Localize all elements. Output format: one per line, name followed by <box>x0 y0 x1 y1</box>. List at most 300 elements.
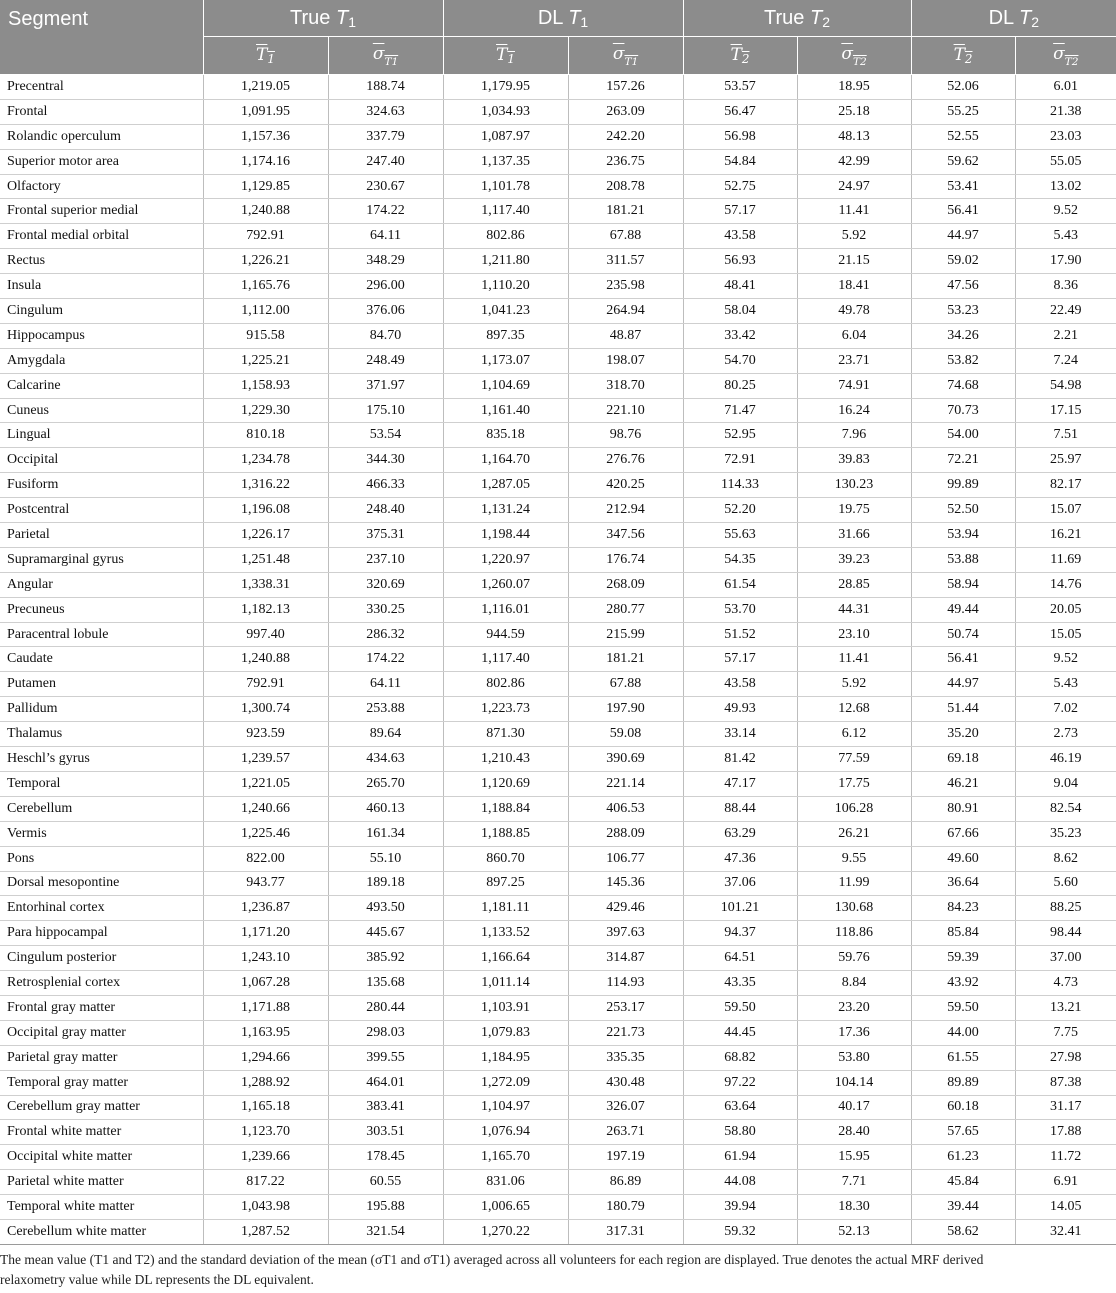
cell-dl-t2-mean: 43.92 <box>911 971 1015 996</box>
cell-dl-t2-sigma: 17.15 <box>1015 398 1116 423</box>
cell-true-t2-mean: 97.22 <box>683 1070 797 1095</box>
cell-true-t1-sigma: 303.51 <box>328 1120 443 1145</box>
cell-true-t1-sigma: 466.33 <box>328 473 443 498</box>
cell-true-t2-sigma: 77.59 <box>797 747 911 772</box>
cell-dl-t2-mean: 44.97 <box>911 672 1015 697</box>
table-row <box>0 896 1116 921</box>
cell-true-t1-mean: 1,067.28 <box>203 971 328 996</box>
cell-true-t1-mean: 1,165.18 <box>203 1095 328 1120</box>
table-row <box>0 498 1116 523</box>
table-row <box>0 1195 1116 1220</box>
cell-dl-t2-sigma: 37.00 <box>1015 946 1116 971</box>
cell-dl-t2-mean: 72.21 <box>911 448 1015 473</box>
cell-true-t1-mean: 997.40 <box>203 622 328 647</box>
cell-dl-t2-mean: 52.06 <box>911 75 1015 100</box>
cell-true-t2-sigma: 6.04 <box>797 323 911 348</box>
cell-true-t2-sigma: 42.99 <box>797 149 911 174</box>
cell-true-t2-mean: 53.57 <box>683 75 797 100</box>
cell-true-t1-sigma: 55.10 <box>328 846 443 871</box>
cell-true-t2-sigma: 23.10 <box>797 622 911 647</box>
cell-dl-t1-mean: 1,173.07 <box>443 348 568 373</box>
cell-dl-t2-sigma: 15.05 <box>1015 622 1116 647</box>
cell-dl-t1-sigma: 145.36 <box>568 871 683 896</box>
cell-true-t1-sigma: 375.31 <box>328 523 443 548</box>
cell-dl-t2-sigma: 15.07 <box>1015 498 1116 523</box>
cell-true-t2-mean: 88.44 <box>683 796 797 821</box>
cell-true-t1-mean: 1,182.13 <box>203 597 328 622</box>
cell-dl-t1-mean: 1,211.80 <box>443 249 568 274</box>
table-row <box>0 99 1116 124</box>
cell-dl-t1-mean: 1,104.69 <box>443 373 568 398</box>
table-row <box>0 323 1116 348</box>
cell-dl-t1-mean: 802.86 <box>443 672 568 697</box>
table-row <box>0 224 1116 249</box>
cell-segment-name: Superior motor area <box>0 149 203 174</box>
cell-true-t1-mean: 1,158.93 <box>203 373 328 398</box>
subheader-dl-t2-sigma: $\sigma_{T2}$ <box>1015 37 1116 75</box>
cell-dl-t1-sigma: 157.26 <box>568 75 683 100</box>
cell-true-t2-mean: 56.93 <box>683 249 797 274</box>
cell-dl-t1-sigma: 198.07 <box>568 348 683 373</box>
cell-dl-t1-mean: 1,223.73 <box>443 697 568 722</box>
cell-true-t1-sigma: 385.92 <box>328 946 443 971</box>
cell-true-t1-mean: 1,123.70 <box>203 1120 328 1145</box>
cell-segment-name: Temporal <box>0 771 203 796</box>
subheader-true-t1-sigma: $\sigma_{T1}$ <box>328 37 443 75</box>
group-header-dl-t2: DL $T_2$ <box>911 0 1116 37</box>
cell-dl-t1-sigma: 98.76 <box>568 423 683 448</box>
subheader-dl-t2-mean: $T_2$ <box>911 37 1015 75</box>
cell-true-t2-mean: 54.84 <box>683 149 797 174</box>
table-row <box>0 597 1116 622</box>
cell-segment-name: Cuneus <box>0 398 203 423</box>
cell-true-t1-sigma: 195.88 <box>328 1195 443 1220</box>
cell-segment-name: Rectus <box>0 249 203 274</box>
cell-dl-t1-mean: 897.35 <box>443 323 568 348</box>
table-row <box>0 299 1116 324</box>
cell-segment-name: Cingulum posterior <box>0 946 203 971</box>
cell-dl-t2-mean: 46.21 <box>911 771 1015 796</box>
cell-dl-t2-mean: 74.68 <box>911 373 1015 398</box>
cell-true-t2-sigma: 40.17 <box>797 1095 911 1120</box>
cell-dl-t2-mean: 56.41 <box>911 647 1015 672</box>
cell-dl-t1-sigma: 114.93 <box>568 971 683 996</box>
cell-true-t1-sigma: 383.41 <box>328 1095 443 1120</box>
cell-dl-t1-sigma: 318.70 <box>568 373 683 398</box>
cell-true-t1-sigma: 188.74 <box>328 75 443 100</box>
cell-dl-t1-sigma: 397.63 <box>568 921 683 946</box>
cell-true-t1-mean: 1,288.92 <box>203 1070 328 1095</box>
cell-segment-name: Postcentral <box>0 498 203 523</box>
cell-true-t1-sigma: 348.29 <box>328 249 443 274</box>
cell-true-t1-sigma: 344.30 <box>328 448 443 473</box>
cell-true-t1-mean: 1,287.52 <box>203 1219 328 1244</box>
cell-true-t2-sigma: 53.80 <box>797 1045 911 1070</box>
cell-segment-name: Paracentral lobule <box>0 622 203 647</box>
cell-dl-t2-sigma: 55.05 <box>1015 149 1116 174</box>
cell-true-t2-sigma: 9.55 <box>797 846 911 871</box>
table-row <box>0 174 1116 199</box>
cell-true-t1-mean: 1,239.66 <box>203 1145 328 1170</box>
cell-segment-name: Frontal medial orbital <box>0 224 203 249</box>
cell-true-t1-mean: 1,157.36 <box>203 124 328 149</box>
cell-true-t2-mean: 54.35 <box>683 547 797 572</box>
cell-true-t2-mean: 114.33 <box>683 473 797 498</box>
cell-dl-t1-sigma: 59.08 <box>568 722 683 747</box>
cell-dl-t1-sigma: 86.89 <box>568 1170 683 1195</box>
cell-true-t1-mean: 1,165.76 <box>203 274 328 299</box>
cell-segment-name: Thalamus <box>0 722 203 747</box>
cell-true-t2-sigma: 8.84 <box>797 971 911 996</box>
cell-dl-t1-sigma: 263.09 <box>568 99 683 124</box>
cell-dl-t1-sigma: 347.56 <box>568 523 683 548</box>
cell-true-t2-sigma: 18.30 <box>797 1195 911 1220</box>
cell-dl-t1-mean: 1,131.24 <box>443 498 568 523</box>
cell-dl-t2-mean: 35.20 <box>911 722 1015 747</box>
cell-dl-t2-sigma: 13.02 <box>1015 174 1116 199</box>
cell-true-t2-sigma: 39.83 <box>797 448 911 473</box>
table-row <box>0 1070 1116 1095</box>
cell-dl-t2-mean: 89.89 <box>911 1070 1015 1095</box>
cell-true-t1-mean: 1,196.08 <box>203 498 328 523</box>
cell-true-t1-sigma: 237.10 <box>328 547 443 572</box>
cell-segment-name: Vermis <box>0 821 203 846</box>
cell-true-t1-mean: 1,221.05 <box>203 771 328 796</box>
cell-true-t1-sigma: 376.06 <box>328 299 443 324</box>
cell-true-t2-mean: 57.17 <box>683 647 797 672</box>
cell-true-t1-sigma: 60.55 <box>328 1170 443 1195</box>
cell-dl-t2-sigma: 6.01 <box>1015 75 1116 100</box>
cell-dl-t2-mean: 49.44 <box>911 597 1015 622</box>
cell-true-t1-mean: 1,251.48 <box>203 547 328 572</box>
table-row <box>0 448 1116 473</box>
cell-true-t1-mean: 1,229.30 <box>203 398 328 423</box>
cell-true-t2-mean: 52.20 <box>683 498 797 523</box>
cell-true-t2-mean: 52.95 <box>683 423 797 448</box>
cell-dl-t2-mean: 55.25 <box>911 99 1015 124</box>
cell-true-t1-sigma: 337.79 <box>328 124 443 149</box>
cell-segment-name: Pons <box>0 846 203 871</box>
cell-segment-name: Cerebellum <box>0 796 203 821</box>
table-row <box>0 1170 1116 1195</box>
cell-dl-t2-sigma: 13.21 <box>1015 995 1116 1020</box>
cell-dl-t2-sigma: 9.52 <box>1015 199 1116 224</box>
cell-true-t1-sigma: 445.67 <box>328 921 443 946</box>
cell-dl-t1-sigma: 212.94 <box>568 498 683 523</box>
cell-true-t2-sigma: 106.28 <box>797 796 911 821</box>
cell-dl-t2-sigma: 9.52 <box>1015 647 1116 672</box>
cell-true-t1-mean: 915.58 <box>203 323 328 348</box>
table-row <box>0 1045 1116 1070</box>
cell-dl-t1-sigma: 288.09 <box>568 821 683 846</box>
cell-dl-t1-mean: 1,076.94 <box>443 1120 568 1145</box>
cell-segment-name: Parietal gray matter <box>0 1045 203 1070</box>
cell-true-t2-mean: 53.70 <box>683 597 797 622</box>
subheader-true-t2-mean: $T_2$ <box>683 37 797 75</box>
cell-dl-t1-mean: 1,164.70 <box>443 448 568 473</box>
cell-true-t1-mean: 1,243.10 <box>203 946 328 971</box>
cell-dl-t1-mean: 1,188.85 <box>443 821 568 846</box>
cell-dl-t1-sigma: 197.90 <box>568 697 683 722</box>
cell-dl-t1-mean: 1,166.64 <box>443 946 568 971</box>
cell-dl-t1-mean: 831.06 <box>443 1170 568 1195</box>
group-header-true-t2: True $T_2$ <box>683 0 911 37</box>
cell-dl-t1-mean: 1,110.20 <box>443 274 568 299</box>
cell-dl-t1-mean: 802.86 <box>443 224 568 249</box>
cell-dl-t1-mean: 835.18 <box>443 423 568 448</box>
cell-true-t2-mean: 43.35 <box>683 971 797 996</box>
cell-dl-t2-sigma: 17.90 <box>1015 249 1116 274</box>
cell-true-t2-mean: 81.42 <box>683 747 797 772</box>
cell-dl-t1-mean: 1,079.83 <box>443 1020 568 1045</box>
cell-true-t2-sigma: 11.99 <box>797 871 911 896</box>
cell-dl-t2-mean: 44.97 <box>911 224 1015 249</box>
cell-dl-t2-mean: 34.26 <box>911 323 1015 348</box>
cell-true-t2-sigma: 23.71 <box>797 348 911 373</box>
table-row <box>0 871 1116 896</box>
cell-true-t2-sigma: 17.36 <box>797 1020 911 1045</box>
cell-true-t2-sigma: 5.92 <box>797 672 911 697</box>
cell-dl-t2-mean: 69.18 <box>911 747 1015 772</box>
cell-dl-t1-sigma: 242.20 <box>568 124 683 149</box>
cell-true-t2-mean: 43.58 <box>683 224 797 249</box>
subheader-true-t2-sigma: $\sigma_{T2}$ <box>797 37 911 75</box>
cell-true-t2-sigma: 15.95 <box>797 1145 911 1170</box>
cell-true-t2-mean: 43.58 <box>683 672 797 697</box>
cell-dl-t2-sigma: 6.91 <box>1015 1170 1116 1195</box>
cell-segment-name: Frontal <box>0 99 203 124</box>
cell-true-t1-mean: 1,240.88 <box>203 199 328 224</box>
cell-segment-name: Occipital gray matter <box>0 1020 203 1045</box>
cell-true-t2-sigma: 28.40 <box>797 1120 911 1145</box>
cell-dl-t2-mean: 51.44 <box>911 697 1015 722</box>
cell-true-t1-sigma: 253.88 <box>328 697 443 722</box>
cell-true-t2-sigma: 24.97 <box>797 174 911 199</box>
table-row <box>0 697 1116 722</box>
cell-true-t2-sigma: 49.78 <box>797 299 911 324</box>
footnote-line-1: The mean value (T1 and T2) and the standard deviation of the mean (σT1 and σT1) averaged across all volunteers for each region are displayed. True denotes the actual MRF derived <box>0 1252 984 1267</box>
cell-dl-t2-mean: 49.60 <box>911 846 1015 871</box>
cell-true-t1-sigma: 84.70 <box>328 323 443 348</box>
cell-true-t1-sigma: 434.63 <box>328 747 443 772</box>
cell-dl-t2-sigma: 11.69 <box>1015 547 1116 572</box>
cell-true-t2-mean: 56.98 <box>683 124 797 149</box>
cell-dl-t2-sigma: 98.44 <box>1015 921 1116 946</box>
cell-true-t2-mean: 44.45 <box>683 1020 797 1045</box>
cell-true-t1-sigma: 324.63 <box>328 99 443 124</box>
cell-dl-t1-mean: 871.30 <box>443 722 568 747</box>
cell-true-t2-sigma: 104.14 <box>797 1070 911 1095</box>
cell-dl-t1-sigma: 221.10 <box>568 398 683 423</box>
cell-dl-t1-mean: 1,087.97 <box>443 124 568 149</box>
cell-dl-t2-mean: 70.73 <box>911 398 1015 423</box>
cell-segment-name: Caudate <box>0 647 203 672</box>
cell-true-t1-sigma: 230.67 <box>328 174 443 199</box>
table-row <box>0 373 1116 398</box>
cell-true-t2-mean: 49.93 <box>683 697 797 722</box>
cell-true-t1-sigma: 321.54 <box>328 1219 443 1244</box>
cell-segment-name: Angular <box>0 572 203 597</box>
cell-segment-name: Hippocampus <box>0 323 203 348</box>
cell-dl-t1-sigma: 253.17 <box>568 995 683 1020</box>
cell-dl-t1-mean: 1,120.69 <box>443 771 568 796</box>
cell-true-t1-mean: 1,174.16 <box>203 149 328 174</box>
cell-dl-t2-mean: 54.00 <box>911 423 1015 448</box>
cell-dl-t1-mean: 1,161.40 <box>443 398 568 423</box>
cell-true-t1-mean: 1,129.85 <box>203 174 328 199</box>
cell-dl-t1-mean: 1,220.97 <box>443 547 568 572</box>
cell-dl-t1-mean: 1,287.05 <box>443 473 568 498</box>
cell-true-t1-sigma: 64.11 <box>328 672 443 697</box>
cell-true-t2-sigma: 6.12 <box>797 722 911 747</box>
cell-true-t1-mean: 817.22 <box>203 1170 328 1195</box>
cell-segment-name: Fusiform <box>0 473 203 498</box>
cell-true-t2-mean: 58.04 <box>683 299 797 324</box>
cell-true-t1-mean: 1,240.88 <box>203 647 328 672</box>
cell-segment-name: Frontal superior medial <box>0 199 203 224</box>
cell-dl-t1-mean: 1,198.44 <box>443 523 568 548</box>
cell-dl-t1-mean: 944.59 <box>443 622 568 647</box>
cell-true-t2-sigma: 16.24 <box>797 398 911 423</box>
cell-true-t1-sigma: 89.64 <box>328 722 443 747</box>
cell-true-t1-sigma: 464.01 <box>328 1070 443 1095</box>
cell-dl-t2-sigma: 9.04 <box>1015 771 1116 796</box>
cell-dl-t2-sigma: 35.23 <box>1015 821 1116 846</box>
cell-true-t1-sigma: 53.54 <box>328 423 443 448</box>
cell-true-t2-sigma: 5.92 <box>797 224 911 249</box>
cell-true-t1-sigma: 460.13 <box>328 796 443 821</box>
cell-dl-t2-mean: 36.64 <box>911 871 1015 896</box>
cell-true-t1-sigma: 320.69 <box>328 572 443 597</box>
cell-true-t2-mean: 51.52 <box>683 622 797 647</box>
cell-true-t1-mean: 1,091.95 <box>203 99 328 124</box>
cell-true-t2-sigma: 18.41 <box>797 274 911 299</box>
cell-dl-t2-sigma: 7.51 <box>1015 423 1116 448</box>
cell-segment-name: Occipital <box>0 448 203 473</box>
cell-true-t1-mean: 1,163.95 <box>203 1020 328 1045</box>
cell-dl-t2-sigma: 14.05 <box>1015 1195 1116 1220</box>
cell-true-t1-sigma: 399.55 <box>328 1045 443 1070</box>
cell-true-t1-mean: 1,316.22 <box>203 473 328 498</box>
cell-dl-t2-mean: 53.94 <box>911 523 1015 548</box>
cell-dl-t1-mean: 1,137.35 <box>443 149 568 174</box>
cell-true-t1-sigma: 330.25 <box>328 597 443 622</box>
cell-true-t1-mean: 1,338.31 <box>203 572 328 597</box>
table-row <box>0 1219 1116 1244</box>
table-row <box>0 523 1116 548</box>
cell-segment-name: Temporal white matter <box>0 1195 203 1220</box>
cell-segment-name: Retrosplenial cortex <box>0 971 203 996</box>
cell-dl-t2-mean: 80.91 <box>911 796 1015 821</box>
cell-dl-t1-sigma: 430.48 <box>568 1070 683 1095</box>
cell-true-t2-sigma: 74.91 <box>797 373 911 398</box>
table-row <box>0 921 1116 946</box>
cell-dl-t1-sigma: 420.25 <box>568 473 683 498</box>
cell-segment-name: Lingual <box>0 423 203 448</box>
cell-dl-t1-mean: 1,260.07 <box>443 572 568 597</box>
cell-true-t2-sigma: 19.75 <box>797 498 911 523</box>
cell-true-t1-sigma: 265.70 <box>328 771 443 796</box>
cell-segment-name: Entorhinal cortex <box>0 896 203 921</box>
table-row <box>0 1095 1116 1120</box>
cell-dl-t1-mean: 1,117.40 <box>443 199 568 224</box>
cell-dl-t1-sigma: 317.31 <box>568 1219 683 1244</box>
cell-dl-t2-sigma: 5.60 <box>1015 871 1116 896</box>
cell-true-t1-mean: 1,236.87 <box>203 896 328 921</box>
cell-segment-name: Dorsal mesopontine <box>0 871 203 896</box>
cell-true-t2-sigma: 48.13 <box>797 124 911 149</box>
cell-true-t1-sigma: 247.40 <box>328 149 443 174</box>
cell-dl-t1-sigma: 208.78 <box>568 174 683 199</box>
cell-true-t2-mean: 63.29 <box>683 821 797 846</box>
cell-true-t2-sigma: 23.20 <box>797 995 911 1020</box>
table-row <box>0 149 1116 174</box>
cell-dl-t2-sigma: 82.54 <box>1015 796 1116 821</box>
cell-true-t2-mean: 56.47 <box>683 99 797 124</box>
cell-true-t2-mean: 58.80 <box>683 1120 797 1145</box>
cell-dl-t1-mean: 1,011.14 <box>443 971 568 996</box>
cell-dl-t2-mean: 61.23 <box>911 1145 1015 1170</box>
cell-true-t2-mean: 52.75 <box>683 174 797 199</box>
cell-true-t1-mean: 1,300.74 <box>203 697 328 722</box>
cell-true-t2-sigma: 44.31 <box>797 597 911 622</box>
cell-dl-t2-mean: 67.66 <box>911 821 1015 846</box>
cell-true-t1-sigma: 280.44 <box>328 995 443 1020</box>
cell-true-t2-sigma: 12.68 <box>797 697 911 722</box>
table-row <box>0 971 1116 996</box>
table-row <box>0 199 1116 224</box>
cell-dl-t2-mean: 58.62 <box>911 1219 1015 1244</box>
cell-dl-t1-sigma: 264.94 <box>568 299 683 324</box>
cell-dl-t2-mean: 53.41 <box>911 174 1015 199</box>
cell-true-t2-sigma: 39.23 <box>797 547 911 572</box>
cell-dl-t2-sigma: 2.21 <box>1015 323 1116 348</box>
cell-true-t2-mean: 63.64 <box>683 1095 797 1120</box>
cell-dl-t1-mean: 1,117.40 <box>443 647 568 672</box>
table-row <box>0 473 1116 498</box>
cell-dl-t2-sigma: 23.03 <box>1015 124 1116 149</box>
cell-dl-t1-sigma: 390.69 <box>568 747 683 772</box>
cell-dl-t2-mean: 56.41 <box>911 199 1015 224</box>
cell-dl-t2-sigma: 25.97 <box>1015 448 1116 473</box>
cell-segment-name: Putamen <box>0 672 203 697</box>
table-row <box>0 995 1116 1020</box>
cell-segment-name: Supramarginal gyrus <box>0 547 203 572</box>
cell-true-t2-sigma: 17.75 <box>797 771 911 796</box>
cell-segment-name: Precentral <box>0 75 203 100</box>
cell-true-t1-mean: 792.91 <box>203 224 328 249</box>
cell-true-t1-mean: 1,219.05 <box>203 75 328 100</box>
cell-true-t2-mean: 33.42 <box>683 323 797 348</box>
cell-true-t1-mean: 1,112.00 <box>203 299 328 324</box>
group-header-dl-t1: DL $T_1$ <box>443 0 683 37</box>
table-row <box>0 274 1116 299</box>
table-row <box>0 771 1116 796</box>
cell-dl-t2-mean: 47.56 <box>911 274 1015 299</box>
cell-segment-name: Cerebellum white matter <box>0 1219 203 1244</box>
table-header <box>0 0 1116 75</box>
cell-dl-t2-sigma: 14.76 <box>1015 572 1116 597</box>
cell-dl-t1-sigma: 236.75 <box>568 149 683 174</box>
table-row <box>0 249 1116 274</box>
cell-true-t2-mean: 59.50 <box>683 995 797 1020</box>
cell-dl-t1-mean: 1,006.65 <box>443 1195 568 1220</box>
cell-dl-t2-sigma: 7.75 <box>1015 1020 1116 1045</box>
cell-dl-t2-mean: 99.89 <box>911 473 1015 498</box>
cell-segment-name: Occipital white matter <box>0 1145 203 1170</box>
segment-header: Segment <box>0 0 203 75</box>
cell-true-t2-sigma: 11.41 <box>797 199 911 224</box>
